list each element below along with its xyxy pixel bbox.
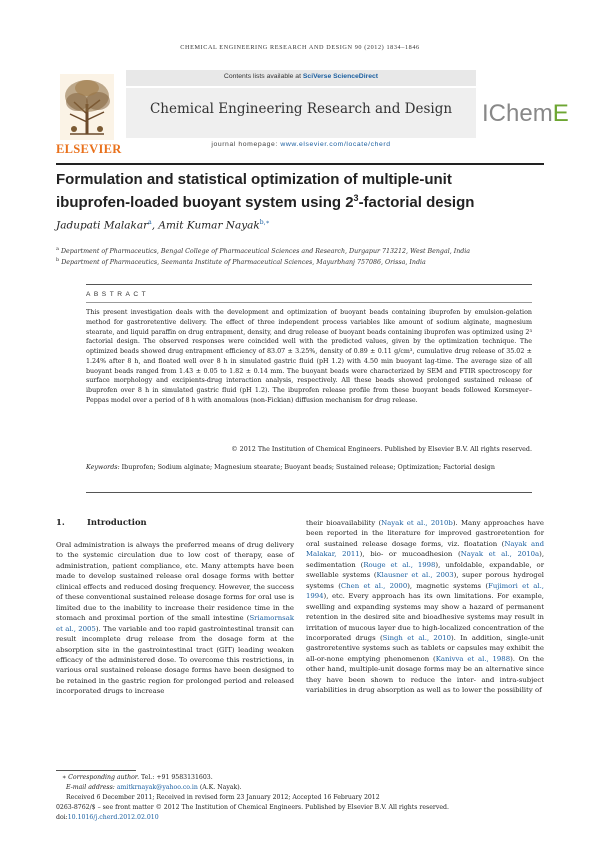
article-title (56, 170, 546, 212)
homepage-link[interactable]: www.elsevier.com/locate/cherd (280, 141, 391, 148)
citation-link[interactable]: Sriamornsak et al., 2005 (56, 614, 294, 633)
doi-link[interactable]: 10.1016/j.cherd.2012.02.010 (67, 814, 159, 821)
citation-link[interactable]: Chen et al., 2000 (340, 581, 408, 590)
ichem-logo[interactable] (482, 90, 569, 138)
abstract-head-rule (86, 302, 532, 303)
citation-link[interactable]: Singh et al., 2010 (382, 633, 451, 642)
running-header: CHEMICAL ENGINEERING RESEARCH AND DESIGN 90 (2012) 1834–1846 (180, 44, 420, 51)
section-heading-introduction: 1. Introduction (56, 517, 147, 527)
citation-link[interactable]: Klausner et al., 2003 (376, 571, 454, 580)
citation-link[interactable]: Fujimori et al., 1994 (306, 581, 544, 601)
abstract-bottom-rule (86, 492, 532, 493)
footnote-corresponding: ∗ Corresponding author. Tel.: +91 9583131603. (62, 774, 213, 781)
affiliation-b: $^b$ Department of Pharmaceutics, Seemanta Institute of Pharmaceutical Sciences, Mayurbhanj 757086, Orissa, India (56, 257, 426, 267)
abstract-heading: ABSTRACT (86, 291, 150, 298)
doi-line: doi:10.1016/j.cherd.2012.02.010 (56, 814, 159, 821)
author-list: Jadupati Malakar$^a$, Amit Kumar Nayak$^{b,∗}$ (56, 219, 270, 232)
elsevier-wordmark: ELSEVIER (56, 142, 122, 156)
masthead-rule (56, 163, 544, 165)
title-line-2: ibuprofen-loaded buoyant system using $2^3$-factorial design (56, 193, 475, 211)
citation-link[interactable]: Nayak and Malakar, 2011 (306, 539, 544, 559)
citation-link[interactable]: Rouge et al., 1998 (363, 560, 436, 569)
intro-left-column: Oral administration is always the preferred means of drug delivery to the systemic circulation due to low cost of therapy, ease of administration, patient compliance, etc. Many attempts have been made to develop sustained release oral dosage forms with better clinical effects and reduced dosing frequency. However, the success of these conventional sustained release dosage forms for oral use is limited due to the inability to increase their residence time in the stomach and proximal portion of the small intestine (Sriamornsak et al., 2005). The variable and too rapid gastrointestinal transit can result incomplete drug release from the dosage form at the absorption site in the gastrointestinal tract (GIT) leading weaken efficacy of the administered dose. To overcome this restrictions, in various oral sustained release dosage forms have been designed to be retained in the gastric region for prolonged period and released incorporated drugs to increase (56, 541, 294, 696)
abstract-text: This present investigation deals with the development and optimization of buoyant beads containing ibuprofen by emulsion-gelation method for gastroretentive delivery. The effect of three independent process variables like amount of sodium alginate, magnesium stearate, and liquid paraffin on drug entrapment, density, and drug release of buoyant beads containing ibuprofen was optimized using 2³ factorial design. The observed responses were coincided well with the predicted values, given by the optimization technique. The optimized beads showed drug entrapment efficiency of 83.07 ± 3.25%, density of 0.89 ± 0.11 g/cm³, cumulative drug release of 35.02 ± 1.24% after 8 h, and floated well over 8 h in simulated gastric fluid (pH 1.2) with 4.50 min buoyant lag-time. The average size of all buoyant beads ranged from 1.43 ± 0.05 to 1.82 ± 0.14 mm. The buoyant beads were characterized by SEM and FTIR spectroscopy for surface morphology and excipients-drug interaction analysis, respectively. All these beads showed prolonged sustained release of ibuprofen over 8 h in simulated gastric fluid (pH 1.2). The ibuprofen release profile from these buoyant beads followed Korsmeyer–Peppas model over a period of 8 h with anomalous (non-Fickian) diffusion mechanism for drug release. (86, 309, 532, 404)
intro-right-column: their bioavailability (Nayak et al., 2010b). Many approaches have been reported in the literature for improved gastroretention for oral sustained release dosage forms, viz. floatation (Nayak and Malakar, 2011), bio- or mucoadhesion (Nayak et al., 2010a), sedimentation (Rouge et al., 1998), unfoldable, expandable, or swellable systems (Klausner et al., 2003), super porous hydrogel systems (Chen et al., 2000), magnetic systems (Fujimori et al., 1994), etc. Every approach has its own limitations. For example, swelling and expanding systems may show a hazard of permanent retention in the desired site and bioadhesive systems may result in irritation of mucous layer due to high-localized concentration of the incorporated drugs (Singh et al., 2010). In addition, single-unit gastroretentive systems such as tablets or capsules may exhibit the all-or-none emptying phenomenon (Kanivva et al., 1988). On the other hand, multiple-unit dosage forms may be an alternative since they have been shown to reduce the inter- and intra-subject variabilities in drug absorption as well as to lower the possibility of (306, 519, 545, 695)
journal-title: Chemical Engineering Research and Design (149, 101, 453, 117)
citation-link[interactable]: Nayak et al., 2010a (460, 550, 540, 559)
issn-line: 0263-8762/$ – see front matter © 2012 The Institution of Chemical Engineers. Published by Elsevier B.V. All rights reserved. (56, 804, 449, 811)
elsevier-tree-icon (60, 74, 114, 140)
author-1[interactable]: Jadupati Malakar (56, 219, 149, 232)
affiliation-a: $^a$ Department of Pharmaceutics, Bengal College of Pharmaceutical Sciences and Research, Durgapur 713212, West Bengal, India (56, 246, 471, 256)
citation-link[interactable]: Nayak et al., 2010b (381, 519, 453, 527)
author-2[interactable]: Amit Kumar Nayak (158, 219, 260, 232)
contents-prefix: Contents lists available at (223, 73, 303, 80)
ichem-logo-main: IChem (482, 100, 553, 127)
email-link[interactable]: amitkrnayak@yahoo.co.in (116, 784, 198, 791)
journal-masthead (56, 68, 569, 160)
sciencedirect-link[interactable]: SciVerse ScienceDirect (302, 73, 379, 80)
homepage-prefix: journal homepage: (211, 141, 281, 148)
footnote-rule (56, 770, 136, 771)
ichem-logo-e: E (552, 100, 569, 127)
keywords: Keywords: Ibuprofen; Sodium alginate; Magnesium stearate; Buoyant beads; Sustained release; Optimization; Factorial design (86, 464, 495, 471)
contents-line (126, 73, 476, 80)
copyright-line: © 2012 The Institution of Chemical Engineers. Published by Elsevier B.V. All rights reserved. (231, 446, 532, 453)
abstract-top-rule (86, 284, 532, 285)
received-dates: Received 6 December 2011; Received in revised form 23 January 2012; Accepted 16 February 2012 (66, 794, 380, 801)
journal-homepage (126, 141, 476, 148)
citation-link[interactable]: Kanivva et al., 1988 (435, 654, 511, 663)
footnote-email: E-mail address: amitkrnayak@yahoo.co.in (A.K. Nayak). (66, 784, 242, 791)
title-line-1: Formulation and statistical optimization of multiple-unit (56, 171, 452, 188)
elsevier-logo[interactable] (56, 68, 122, 160)
